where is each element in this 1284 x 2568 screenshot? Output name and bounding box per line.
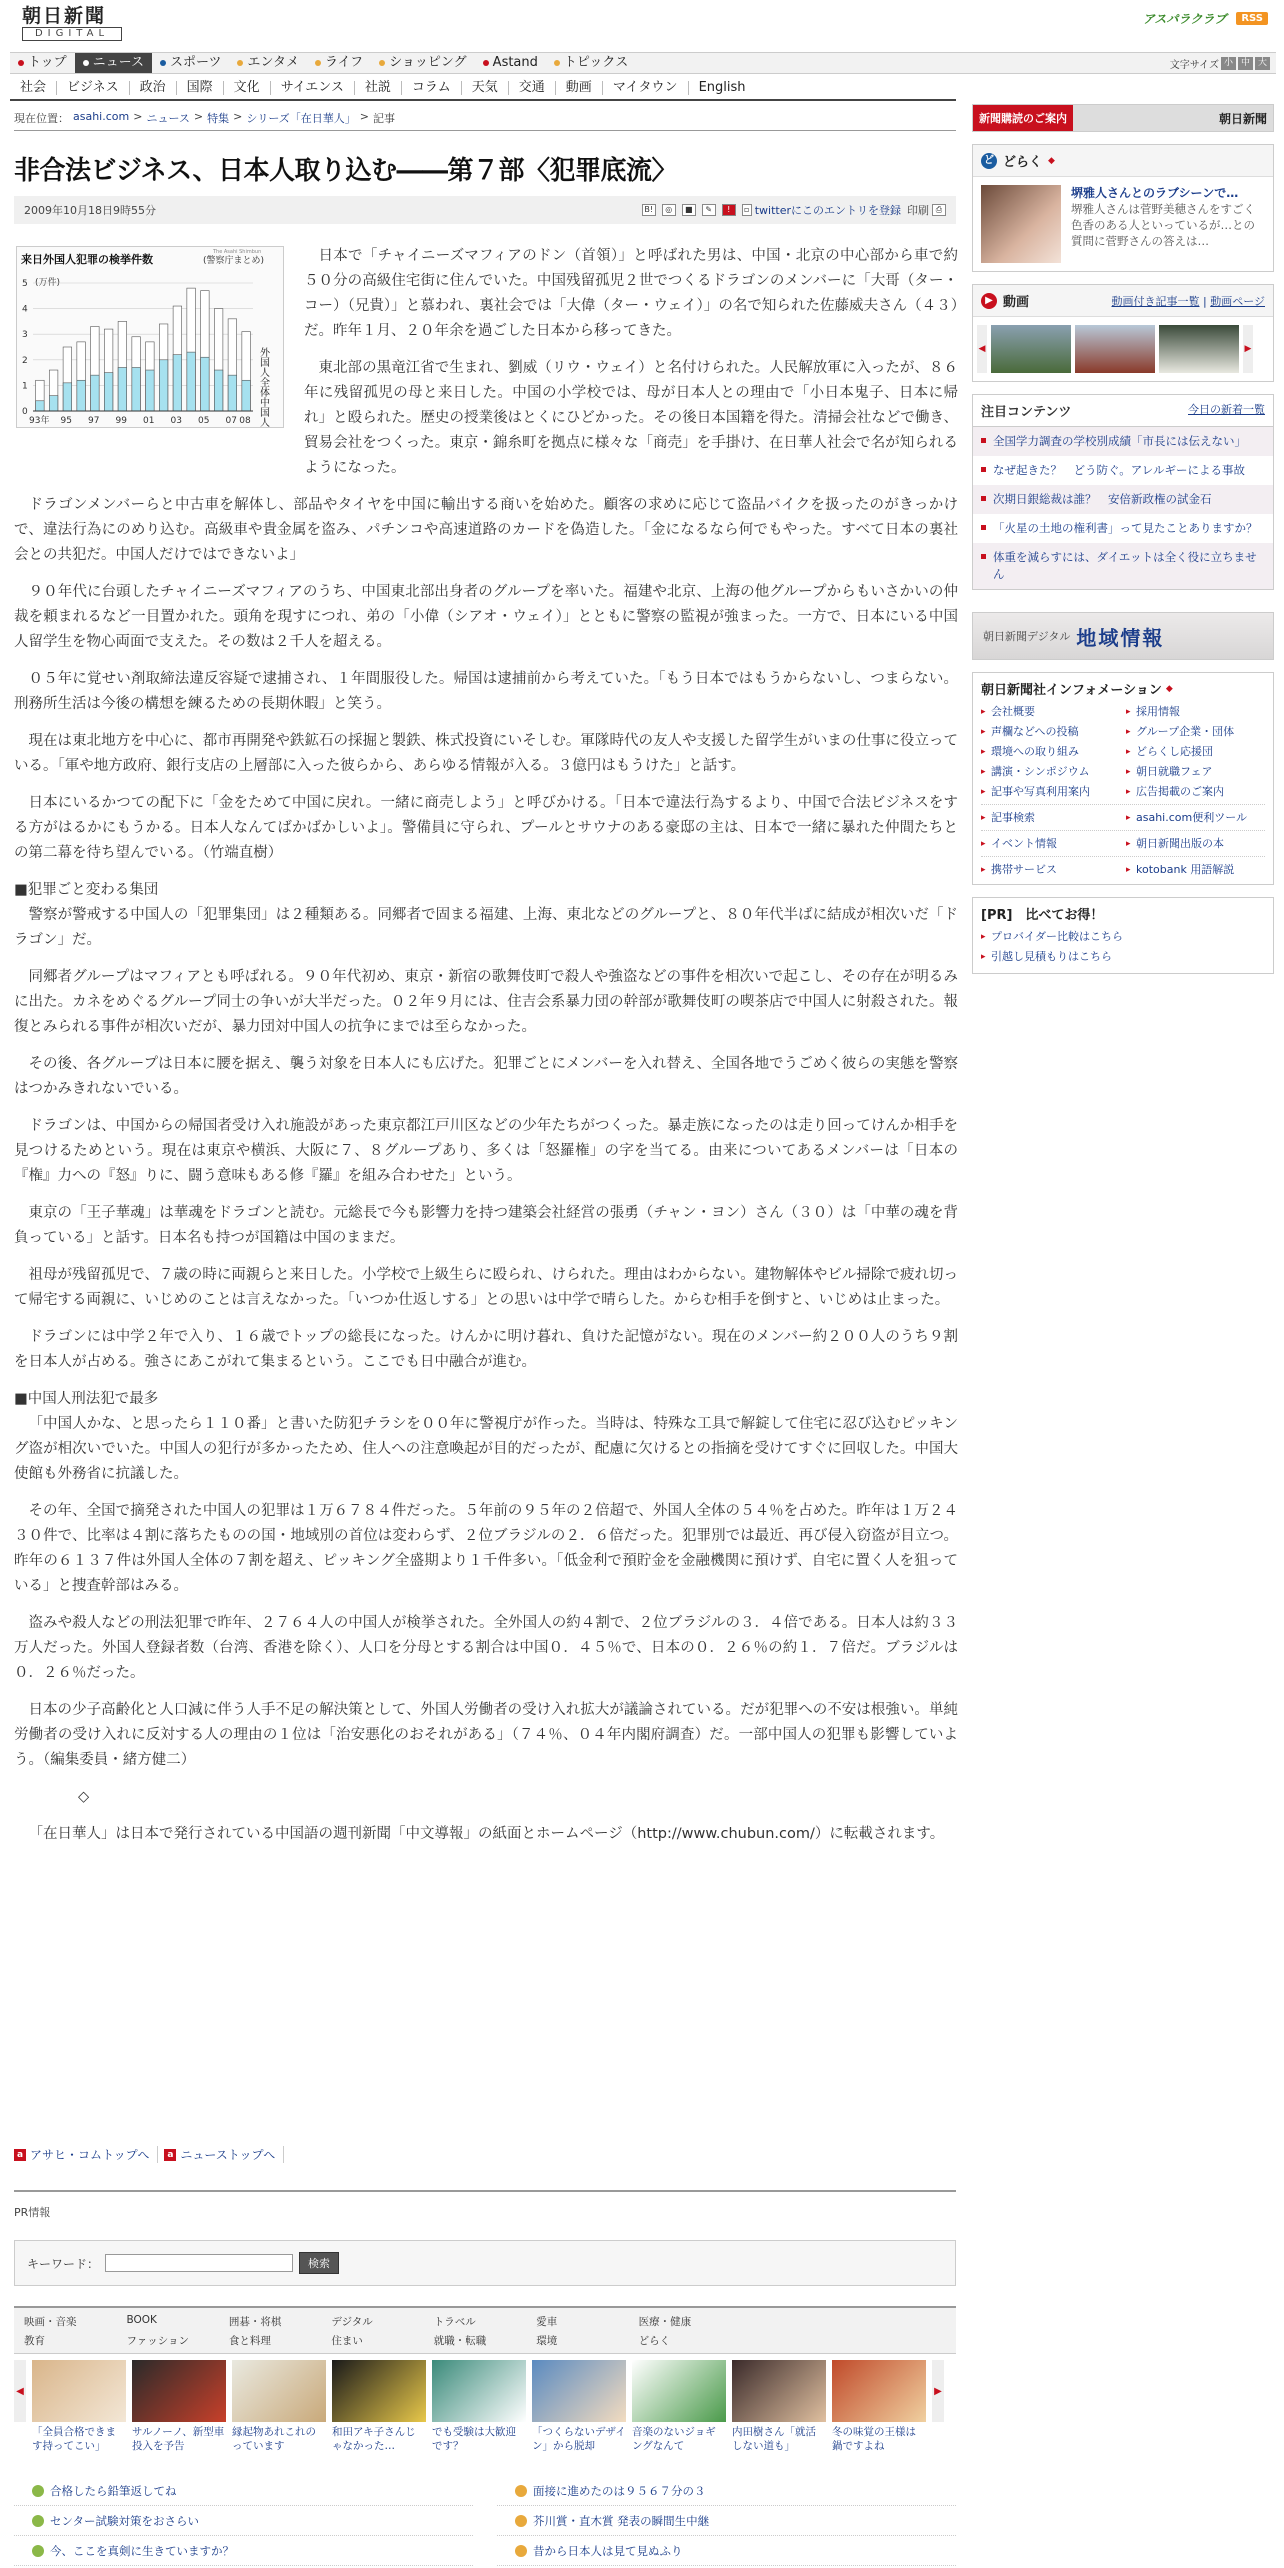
info-link[interactable]: ▸ 携帯サービス [981,862,1120,878]
newspaper-label: 朝日新聞 [1073,105,1273,131]
pr-link-text: 合格したら鉛筆返してね [50,2483,177,2498]
pr-link-text: 昔から日本人は見て見ぬふり [533,2543,683,2558]
breadcrumb-item[interactable]: 特集 [207,112,230,125]
info-separator [981,856,1265,858]
nav-item-3[interactable] [229,53,306,73]
chart-xtick: 97 [88,416,100,426]
nav-item-0[interactable] [10,53,75,73]
attention-item[interactable]: なぜ起きた？ どう防ぐ。アレルギーによる事故 [973,456,1273,485]
pr-link-row[interactable] [497,2476,956,2506]
attention-item[interactable]: 「火星の土地の権利書」って見たことありますか？ [973,514,1273,543]
pr-links [14,2476,956,2566]
video-page-link[interactable]: 動画ページ [1210,294,1265,308]
pr-link-text: 芥川賞・直木賞 発表の瞬間生中継 [533,2513,710,2528]
category-link[interactable]: 住まい [331,2335,363,2347]
pr-bullet-icon [32,2485,44,2497]
font-size-font_medium[interactable]: 中 [1238,57,1253,70]
print-label: 印刷 [907,204,929,217]
category-tab-3[interactable]: 国際 [177,81,224,95]
print-icon: ⎙ [932,204,946,216]
chart-xtick: 07 [225,416,237,426]
article-paragraph: ドラゴンには中学２年で入り、１６歳でトップの総長になった。けんかに明け暮れ、負けた記憶がない。現在のメンバー約２００人のうち９割を日本人が占める。強さにあこがれて集まるという。ここでも日中融合が進む。 [14,1329,958,1370]
article-paragraph: その年、全国で摘発された中国人の犯罪は１万６７８４件だった。５年前の９５年の２倍超で、外国人全体の５４％を占めた。昨年は１万２４３０件で、比率は４割に落ちたものの国・地域別の首位は変わらず、２位ブラジルの２．６倍だった。犯罪別では最近、再び侵入窃盗が目立つ。昨年の６１３７件は外国人全体の７割を超え、ピッキング全盛期より１千件多い。「低金利で預貯金を金融機関に預けず、自宅に置く人を狙っている」と捜査幹部はみる。 [14,1503,958,1594]
nav-item-4[interactable] [307,53,371,73]
chart-xtick: 03 [170,416,182,426]
article-paragraph: 同郷者グループはマフィアとも呼ばれる。９０年代初め、東京・新宿の歌舞伎町で殺人や強盗などの事件を相次いで起こし、その存在が明るみに出た。カネをめぐるグループ同士の争いが大半だった。０２年９月には、住吉会系暴力団の幹部が歌舞伎町の喫茶店で中国人に射殺された。報復とみられる事件が相次いだが、暴力団対中国人の抗争にまでは至らなかった。 [14,969,958,1035]
info-link[interactable]: ▸ 朝日新聞出版の本 [1126,836,1265,852]
category-link[interactable]: ファッション [126,2335,190,2347]
carousel-item[interactable] [632,2360,726,2453]
article-body [14,240,958,1847]
pr-carousel [14,2360,956,2470]
doraku-icon: ど [981,153,997,169]
breadcrumb-item[interactable]: シリーズ「在日華人」 [246,112,356,125]
info-link[interactable]: ▸ グループ企業・団体 [1126,724,1265,740]
company-info [972,672,1274,885]
pr-link-row[interactable] [497,2536,956,2566]
twitter-icon: ▫ [742,204,752,216]
pr-link-row[interactable] [497,2506,956,2536]
article-paragraph: 祖母が残留孤児で、７歳の時に両親らと来日した。小学校で上級生らに殴られ、けられた。理由はわからない。建物解体やビル掃除で疲れ切って帰宅する両親に、いじめのことは言えなかった。「いつか仕返しする」との思いは中学で晴らした。からむ相手を倒すと、いじめは止まった。 [14,1267,958,1308]
breadcrumb-item[interactable]: ニュース [146,112,190,125]
category-tab-10[interactable]: 動画 [556,81,603,95]
category-link[interactable]: トラベル [433,2316,476,2328]
diamond-separator: ◇ [78,1789,90,1805]
article-paragraph: ドラゴンは、中国からの帰国者受け入れ施設があった東京都江戸川区などの少年たちがつくった。暴走族になったのは走り回ってけんか相手を見つけるためという。現在は東京や横浜、大阪に７、８グループあり、多くは「怒羅権」の字を当てる。由来についてあるメンバーは「日本の『権』力への『怒』りに、闘う意味もある修『羅』を組み合わせた」という。 [14,1118,958,1184]
regional-info-banner[interactable] [972,612,1274,660]
nav-dot-icon [18,60,24,66]
category-tab-0[interactable]: 社会 [10,81,57,95]
chevron-left-icon[interactable]: ◀ [14,2360,26,2422]
nav-dot-icon [237,60,243,66]
subscription-label: 新聞購読のご案内 [973,105,1073,131]
pr-title: [PR] 比べてお得！ [981,908,1104,923]
divider [14,130,956,131]
article-paragraph: 東京の「王子華魂」は華魂をドラゴンと読む。元総長で今も影響力を持つ建築会社経営の張勇（チャン・ヨン）さん（３０）は「中華の魂を背負っている」と話す。日本名も持つが国籍は中国のままだ。 [14,1205,958,1246]
chevron-right-icon[interactable]: ▶ [1243,325,1253,373]
carousel-caption: 冬の味覚の王様は鍋ですよね [832,2426,916,2452]
share-icon[interactable]: ◎ [662,204,676,216]
attention-contents [972,394,1274,590]
category-tab-1[interactable]: ビジネス [57,81,130,95]
attention-item[interactable]: 全国学力調査の学校別成績「市長には伝えない」 [973,427,1273,456]
carousel-item[interactable] [332,2360,426,2453]
pr-link-text: センター試験対策をおさらい [50,2513,200,2528]
twitter-link[interactable] [742,202,901,218]
chart-xtick: 08 [239,416,251,426]
carousel-caption: 縁起物あれこれのっています [232,2426,316,2452]
chart-title: 来日外国人犯罪の検挙件数 [21,253,153,266]
info-link[interactable]: ▸ 会社概要 [981,704,1120,720]
article-paragraph: 東北部の黒竜江省で生まれ、劉威（リウ・ウェイ）と名付けられた。人民解放軍に入ったが、８６年に残留孤児の母と来日した。中国の小学校では、母が日本人との理由で「小日本鬼子、日本に帰れ」と殴られた。歴史の授業後はとくにひどかった。その後日本国籍を得た。清掃会社などで働き、貿易会社をつくった。東京・錦糸町を拠点に様々な「商売」を手掛け、在日華人社会で名が知られるようになった。 [304,360,958,476]
bottom-nav-links [14,2146,284,2163]
category-grid [14,2306,956,2354]
video-list-link[interactable]: 動画付き記事一覧 [1111,294,1200,308]
arrow-icon: ◆ [1165,683,1173,694]
carousel-image [832,2360,926,2422]
category-link[interactable]: BOOK [126,2314,157,2326]
subscription-banner[interactable] [972,104,1274,132]
doraku-headline[interactable]: 堺雅人さんとのラブシーンで… [1071,186,1239,200]
article-paragraph: その後、各グループは日本に腰を据え、襲う対象を日本人にも広げた。犯罪ごとにメンバーを入れ替え、全国各地でうごめく彼らの実態を警察はつかみきれないでいる。 [14,1056,958,1097]
chart-xtick: 95 [60,416,72,426]
rss-icon[interactable]: RSS [1236,12,1268,25]
nav-dot-icon [379,60,385,66]
asahi-a-icon: a [164,2149,176,2161]
carousel-image [32,2360,126,2422]
chart-legend-total: 外国人全体 [257,347,269,397]
info-separator [981,830,1265,832]
article-paragraph: 盗みや殺人などの刑法犯罪で昨年、２７６４人の中国人が検挙された。全外国人の約４割で、２位ブラジルの３．４倍である。日本人は約３３万人だった。外国人登録者数（台湾、香港を除く）、人口を分母とする割合は中国０．４５％で、日本の０．２６％の約１．７倍だ。ブラジルは０．２６％だった。 [14,1615,958,1681]
category-link[interactable]: 映画・音楽 [24,2316,77,2328]
breadcrumb-sep: > [193,110,204,123]
pr-compare-box [972,897,1274,974]
info-link[interactable]: ▸ 講演・シンポジウム [981,764,1120,780]
category-link [741,2314,843,2329]
category-link[interactable]: デジタル [331,2316,373,2328]
category-tab-6[interactable]: 社説 [355,81,402,95]
nav-dot-icon [315,60,321,66]
new-articles-link[interactable]: 今日の新着一覧 [1188,403,1265,416]
divider [14,2190,956,2192]
carousel-caption: でも受験は大歓迎です？ [432,2426,516,2452]
pr-link-row[interactable] [14,2476,473,2506]
article-paragraph: 日本の少子高齢化と人口減に伴う人手不足の解決策として、外国人労働者の受け入れ拡大が議論されている。だが犯罪への不安は根強い。単純労働者の受け入れに反対する人の理由の１位は「治安悪化のおそれがある」（７４％、０４年内閣府調査）だ。一部中国人の犯罪も影響していよう。（編集委員・緒方健二） [14,1702,958,1768]
video-sep: | [1203,294,1207,308]
breadcrumb-item: 記事 [373,112,396,125]
news-top-label: ニューストップへ [180,2148,276,2162]
bookmark-icon[interactable]: B! [642,204,656,216]
category-tab-9[interactable]: 交通 [509,81,556,95]
info-grid [973,704,1273,884]
chart-xtick: 05 [198,416,210,426]
chevron-left-icon[interactable]: ◀ [977,325,987,373]
breadcrumb-prefix: 現在位置： [14,112,69,125]
nav-dot-icon [160,60,166,66]
clip-icon[interactable]: ✎ [702,204,716,216]
category-tab-2[interactable]: 政治 [130,81,177,95]
info-header [973,673,1273,704]
category-link[interactable]: 愛車 [536,2316,558,2328]
breadcrumb-sep: > [133,110,143,123]
video-strip [973,317,1273,381]
category-link [844,2314,946,2329]
carousel-image [532,2360,626,2422]
chart-xtick: 93年 [29,416,50,426]
info-link[interactable]: ▸ kotobank 用語解説 [1126,862,1265,878]
info-title: 朝日新聞社インフォメーション [981,683,1162,698]
carousel-item[interactable] [732,2360,826,2453]
category-tab-5[interactable]: サイエンス [271,81,355,95]
breadcrumb-item[interactable]: asahi.com [73,110,130,123]
keyword-search [14,2240,956,2286]
asahi-top-link[interactable] [14,2146,158,2163]
article-paragraph: 日本にいるかつての配下に「金をためて中国に戻れ。一緒に商売しよう」と呼びかける。「日本で違法行為するより、中国で合法ビジネスをする方がはるかにもうかる。日本人なんてばかばかしいよ」。警備員に守られ、プールとサウナのある豪邸の主は、日本で一緒に暴れた仲間たちとの第二幕を待ち望んでいる。（竹端直樹） [14,795,958,861]
carousel-caption: サルノーノ、新型車投入を予告 [132,2426,225,2452]
carousel-item[interactable] [232,2360,326,2453]
carousel-image [332,2360,426,2422]
chevron-right-icon[interactable]: ▶ [932,2360,944,2422]
asahi-top-label: アサヒ・コムトップへ [30,2148,150,2162]
article-paragraph: ９０年代に台頭したチャイニーズマフィアのうち、中国東北部出身者のグループを率いた。福建や北京、上海の他グループからもいさかいの仲裁を頼まれるなど一目置かれた。頭角を現すにつれ、弟の「小偉（シアオ・ウェイ）」とともに警察の監視が強まった。一方で、日本にいる中国人留学生を物心両面で支えた。その数は２千人を超える。 [14,584,958,650]
pr-compare-link[interactable]: ▸ プロバイダー比較はこちら [981,927,1265,947]
carousel-caption: 「全員合格できます持ってこい」 [32,2426,116,2452]
nav-label: エンタメ [247,55,299,70]
doraku-text: 堺雅人さんは菅野美穂さんをすごく色香のある人といっているが…との質問に菅野さんの答えは… [1071,202,1255,248]
delicious-icon[interactable]: ■ [682,204,696,216]
nav-item-1[interactable] [75,53,152,73]
search-button[interactable]: 検索 [299,2252,339,2274]
info-separator [981,804,1265,806]
chiiki-small: 朝日新聞デジタル [983,630,1071,643]
asahi-logo[interactable] [22,6,122,40]
mixi-icon[interactable]: ! [722,204,736,216]
pr-compare-link[interactable]: ▸ 引越し見積もりはこちら [981,947,1265,967]
info-link[interactable]: ▸ 朝日就職フェア [1126,764,1265,780]
pr-bullet-icon [515,2515,527,2527]
pr-link-text: 今、ここを真剣に生きていますか？ [50,2543,234,2558]
video-thumb[interactable] [1075,325,1155,373]
category-link[interactable]: 食と料理 [228,2335,271,2347]
attention-list [973,427,1273,589]
chart-subtitle: (警察庁まとめ) [203,256,265,266]
pr-bullet-icon [32,2545,44,2557]
nav-label: ライフ [324,55,364,70]
doraku-title[interactable]: どらく [1003,155,1043,170]
nav-label: トップ [28,55,67,70]
category-link[interactable]: 就職・転職 [433,2335,487,2347]
attention-title: 注目コンテンツ [981,405,1072,420]
category-tab-7[interactable]: コラム [402,81,462,95]
carousel-image [632,2360,726,2422]
article-footnote: 「在日華人」は日本で発行されている中国語の週刊新聞「中文導報」の紙面とホームページ（http://www.chubun.com/）に転載されます。 [28,1826,945,1842]
article-paragraph: 現在は東北地方を中心に、都市再開発や鉄鉱石の採掘と製鉄、株式投資にいそしむ。軍隊時代の友人や支援した留学生がいまの仕事に役立っている。「軍や地方政府、銀行支店の上層部に入った彼らから、あらゆる情報が入る。３億円はもうけた」と話す。 [14,733,958,774]
video-thumb[interactable] [991,325,1071,373]
info-link[interactable]: ▸ 記事検索 [981,810,1120,826]
sidebar [972,104,1274,974]
nav-item-5[interactable] [371,53,474,73]
carousel-item[interactable] [432,2360,526,2453]
category-tab-4[interactable]: 文化 [224,81,271,95]
breadcrumb-sep: > [233,110,243,123]
info-link[interactable]: ▸ 広告掲載のご案内 [1126,784,1265,800]
attention-item[interactable]: 次期日銀総裁は誰？ 安倍新政権の試金石 [973,485,1273,514]
info-link[interactable]: ▸ 声欄などへの投稿 [981,724,1120,740]
carousel-item[interactable] [132,2360,226,2453]
article-paragraph: 日本で「チャイニーズマフィアのドン（首領）」と呼ばれた男は、中国・北京の中心部から車で約５０分の高級住宅街に住んでいた。中国残留孤児２世でつくるドラゴンのメンバーに「大哥（ター・コー）（兄貴）」と慕われ、裏社会では「大偉（ター・ウェイ）」の名で知られた佐藤威夫さん（４３）だ。昨年１月、２０年余を過ごした日本から移ってきた。 [304,248,958,339]
category-link[interactable]: 医療・健康 [638,2316,692,2328]
chart-xtick: 01 [143,416,155,426]
nav-label: Astand [492,55,538,70]
category-tab-11[interactable]: マイタウン [603,81,689,95]
category-link[interactable]: 囲碁・将棋 [228,2316,282,2328]
pr-bullet-icon [515,2545,527,2557]
pr-link-text: 面接に進めたのは９５６７分の３ [533,2483,706,2498]
pr-link-row[interactable] [14,2536,473,2566]
video-box [972,284,1274,382]
category-link [741,2333,843,2348]
video-thumb[interactable] [1159,325,1239,373]
print-button[interactable] [907,202,946,218]
info-link[interactable]: ▸ イベント情報 [981,836,1120,852]
chiiki-big: 地域情報 [1076,625,1165,650]
info-link[interactable]: ▸ asahi.com便利ツール [1126,810,1265,826]
carousel-image [732,2360,826,2422]
pr-link-row[interactable] [14,2506,473,2536]
nav-label: トピックス [563,55,629,70]
breadcrumb [14,110,395,126]
nav-item-7[interactable] [546,53,636,73]
category-tab-8[interactable]: 天気 [462,81,509,95]
attention-header [973,395,1273,427]
carousel-image [232,2360,326,2422]
article-date: 2009年10月18日9時55分 [24,204,156,217]
doraku-box [972,144,1274,272]
nav-label: ニュース [92,55,144,70]
font-size-label: 文字サイズ [1169,59,1219,71]
info-link[interactable]: ▸ どらくし応援団 [1126,744,1265,760]
section-heading: ■犯罪ごと変わる集団 [14,882,159,898]
article-headline: 非合法ビジネス、日本人取り込む――第７部〈犯罪底流〉 [14,156,678,186]
video-links [1112,293,1266,309]
arrow-icon: ◆ [1048,155,1055,166]
search-label: キーワード： [27,2256,100,2271]
category-link[interactable]: 教育 [24,2335,45,2347]
info-link[interactable]: ▸ 採用情報 [1126,704,1265,720]
attention-item[interactable]: 体重を減らすには、ダイエットは全く役に立ちません [973,543,1273,589]
article-paragraph: 「中国人かな、と思ったら１１０番」と書いた防犯チラシを００年に警視庁が作った。当時は、特殊な工具で解錠して住宅に忍び込むピッキング盗が相次いでいた。中国人の犯行が多かったため、住人への注意喚起が目的だったが、配慮に欠けるとの指摘を受けてすぐに回収した。中国大使館も外務省に抗議した。 [14,1416,958,1482]
chart-watermark: The Asahi Shimbun [213,249,262,255]
nav-dot-icon [554,60,560,66]
chart-ytick: 0 [22,407,28,417]
pr-bullet-icon [515,2485,527,2497]
asparc-link[interactable]: アスパラクラブ [1142,12,1227,26]
nav-label: スポーツ [169,55,222,70]
logo-title: 朝日新聞 [22,5,107,27]
font-size-font_small[interactable]: 小 [1221,57,1236,70]
article-paragraph: ドラゴンメンバーらと中古車を解体し、部品やタイヤを中国に輸出する商いを始めた。顧客の求めに応じて盗品バイクを扱ったのがきっかけで、違法行為にのめり込む。高級車や貴金属を盗み、パチンコや高速道路のカードを偽造した。「金になるなら何でもやった。すべて日本の裏社会との共犯だ。中国人だけではできないよ」 [14,497,958,563]
category-link[interactable]: 環境 [536,2335,558,2347]
video-icon: ▶ [981,293,997,309]
chart-ytick: 2 [22,355,28,366]
article-paragraph: ０５年に覚せい剤取締法違反容疑で逮捕され、１年間服役した。帰国は逮捕前から考えていた。「もう日本ではもうからないし、つまらない。刑務所生活は今後の構想を練るための長期休暇」と笑う。 [14,671,958,712]
article-paragraph: 警察が警戒する中国人の「犯罪集団」は２種類ある。同郷者で固まる福建、上海、東北などのグループと、８０年代半ばに結成が相次いだ「ドラゴン」だ。 [14,907,958,948]
doraku-body [973,177,1273,271]
video-title: 動画 [1003,295,1030,310]
header-right-links [1143,10,1268,27]
breadcrumb-sep: > [359,110,370,123]
nav-dot-icon [83,60,89,66]
info-link[interactable]: ▸ 記事や写真利用案内 [981,784,1120,800]
info-link[interactable]: ▸ 環境への取り組み [981,744,1120,760]
pr-list [981,927,1265,967]
news-top-link[interactable] [164,2146,284,2163]
twitter-label: twitterにこのエントリを登録 [754,204,901,217]
chart-ytick: 5 [22,279,28,289]
chart-ytick: 4 [22,304,28,315]
article-meta-bar [14,196,956,224]
global-nav [10,52,1276,74]
nav-item-2[interactable] [152,53,229,73]
nav-item-6[interactable] [475,53,546,73]
carousel-item[interactable] [32,2360,126,2453]
carousel-caption: 和田アキ子さんじゃなかった… [332,2426,416,2452]
carousel-item[interactable] [532,2360,626,2453]
chart-ytick: 3 [22,330,28,341]
news-category-nav [10,77,956,101]
search-input[interactable] [105,2254,293,2272]
font-size-control [1170,56,1276,71]
nav-label: ショッピング [389,55,467,70]
section-heading: ■中国人刑法犯で最多 [14,1391,159,1407]
category-tab-12[interactable]: English [698,80,746,95]
carousel-image [432,2360,526,2422]
doraku-header [973,145,1273,177]
logo-digital: DIGITAL [22,27,122,41]
carousel-caption: 「つくらないデザイン」から脱却 [532,2426,626,2452]
pr-bullet-icon [32,2515,44,2527]
carousel-caption: 音楽のないジョギングなんて [632,2426,716,2452]
chart-ytick: 1 [22,381,28,392]
carousel-caption: 内田樹さん「就活しない道も」 [732,2426,816,2452]
chart-xtick: 99 [115,416,127,426]
carousel-image [132,2360,226,2422]
asahi-a-icon: a [14,2149,26,2161]
category-link[interactable]: どらく [638,2335,671,2347]
carousel-item[interactable] [832,2360,926,2453]
chart-ylabel: (万件) [35,278,61,288]
doraku-photo[interactable] [981,185,1061,263]
font-size-font_large[interactable]: 大 [1255,57,1270,70]
pr-label: PR情報 [14,2206,51,2219]
video-header [973,285,1273,317]
share-tools [642,202,946,218]
nav-dot-icon [483,60,489,66]
chart-legend-chinese: 中国人 [257,397,269,427]
category-link [844,2333,946,2348]
